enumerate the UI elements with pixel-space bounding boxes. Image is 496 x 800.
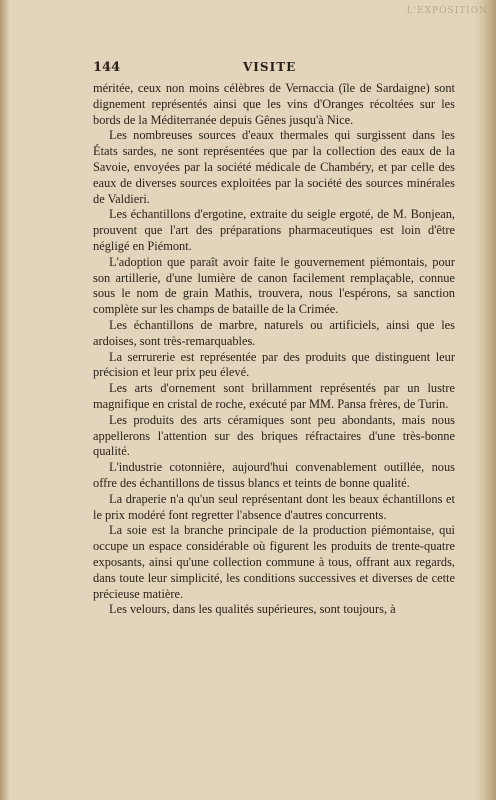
paragraph: L'industrie cotonnière, aujourd'hui convenablement outillée, nous offre des échantillons de tissus blancs et teints de bonne qualité. [93,460,455,490]
paragraph: La draperie n'a qu'un seul représentant dont les beaux échantillons et le prix modéré font regretter l'absence d'autres concurrents. [93,491,455,522]
paragraph: méritée, ceux non moins célèbres de Vernaccia (île de Sardaigne) sont dignement représentés ainsi que les vins d'Oranges récoltées sur les bords de la Méditerranée depuis Gênes jusqu'à Nice. [93,81,455,127]
body-text [93,81,455,618]
bleed-through-text: L'EXPOSITION [406,6,488,16]
paragraph: Les échantillons d'ergotine, extraite du seigle ergoté, de M. Bonjean, prouvent que l'art des préparations pharmaceutiques est loin d'être négligé en Piémont. [93,207,455,253]
paragraph: La soie est la branche principale de la production piémontaise, qui occupe un espace considérable où figurent les produits de trente-quatre exposants, ainsi qu'une collection commune à tous, offrant aux regards, dans toute leur simplicité, les conditions successives et diverses de cette précieuse matière. [93,523,455,601]
paragraph: L'adoption que paraît avoir faite le gouvernement piémontais, pour son artillerie, d'une lumière de canon facilement remplaçable, connue sous le nom de grain Mathis, trouvera, nous l'espérons, sa sanction complète sur les champs de bataille de la Crimée. [93,254,455,317]
paragraph: La serrurerie est représentée par des produits que distinguent leur précision et leur prix peu élevé. [93,349,455,380]
paragraph: Les nombreuses sources d'eaux thermales qui surgissent dans les États sardes, ne sont représentées que par la collection des eaux de la Savoie, envoyées par la société médicale de Chambéry, et par celle des eaux de diverses sources exploitées par la société des sources minérales de Valdieri. [93,128,455,206]
page-header [93,60,453,78]
page-gutter-shadow [0,0,10,800]
paragraph: Les échantillons de marbre, naturels ou artificiels, ainsi que les ardoises, sont très-remarquables. [93,317,455,348]
running-head: VISITE [243,60,297,74]
paragraph: Les arts d'ornement sont brillamment représentés par un lustre magnifique en cristal de roche, exécuté par MM. Pansa frères, de Turin. [93,381,455,411]
paragraph: Les velours, dans les qualités supérieures, sont toujours, à [109,602,396,617]
page-number: 144 [93,60,121,75]
paragraph: Les produits des arts céramiques sont peu abondants, mais nous appellerons l'attention sur des briques réfractaires d'une très-bonne qualité. [93,412,455,459]
page-edge-shadow [474,0,496,800]
